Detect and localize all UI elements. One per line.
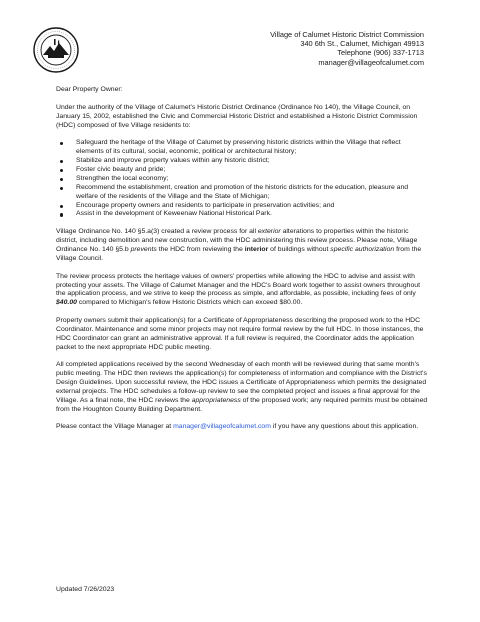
text-run: Please contact the Village Manager at — [56, 423, 174, 431]
text-run: of the proposed work; any required permits must be obtained from the Houghton County Building Department. — [56, 396, 428, 413]
intro-paragraph: Under the authority of the Village of Calumet's Historic District Ordinance (Ordinance No 140), the Village Council, on January 15, 2002, established the Civic and Commercial Historic District and established a Historic District Commission (HDC) composed of five Village residents to: — [56, 103, 418, 129]
fee-amount: $40.00 — [56, 299, 77, 307]
list-item: Strengthen the local economy; — [56, 175, 428, 184]
text-run: compared to Michigan's fellow Historic Districts which can exceed $80.00. — [76, 299, 303, 307]
text-run: Village Ordinance No. 140 §5.a(3) created a review process for all — [56, 228, 258, 236]
emphasis-specific-authorization: specific authorization — [330, 246, 395, 254]
emphasis-exterior: exterior — [257, 228, 281, 236]
village-seal-logo — [33, 27, 79, 73]
text-run: if you have any questions about this application. — [270, 423, 419, 431]
letter-body — [56, 86, 428, 441]
org-phone: Telephone (906) 337-1713 — [337, 48, 424, 58]
text-run: The review process protects the heritage values of owners' properties while allowing the HDC to advise and assist with protecting your assets. The Village of Calumet Manager and the HDC's Board work together to assist owners throughout the application process, and we strive to keep the process as simple, and affordable, as possible, including fees of only — [56, 272, 420, 298]
list-item: Foster civic beauty and pride; — [56, 166, 428, 175]
org-name: Village of Calumet Historic District Commission — [270, 30, 424, 39]
text-run: from the Village Council. — [56, 246, 422, 263]
protection-paragraph — [56, 273, 428, 309]
letterhead — [270, 30, 424, 67]
emphasis-prevents: prevents — [130, 246, 157, 254]
list-item: Safeguard the heritage of the Village of Calumet by preserving historic districts within the Village that reflect elements of its cultural, social, economic, political or architectural history; — [56, 139, 428, 157]
manager-email-link[interactable]: manager@villageofcalumet.com — [173, 423, 271, 431]
emphasis-appropriateness: appropriateness — [191, 396, 241, 404]
list-item: Assist in the development of Keweenaw National Historical Park. — [56, 210, 428, 219]
application-paragraph: Property owners submit their application(s) for a Certificate of Appropriateness describing the proposed work to the HDC Coordinator. Maintenance and some minor projects may not require formal review by the full HDC. In those instances, the HDC Coordinator can grant an administrative approval. If a full review is required, the Coordinator adds the application packet to the next appropriate HDC public meeting. — [56, 316, 424, 351]
review-process-paragraph — [56, 228, 428, 264]
contact-paragraph — [56, 423, 428, 432]
emphasis-interior: interior — [244, 246, 269, 254]
text-run: the HDC from reviewing the — [156, 246, 245, 254]
text-run: of buildings without — [268, 246, 331, 254]
text-run: alterations to properties within the historic district, including demolition and new construction, with the HDC administering this review process. Please note, Village Ordinance No. 140 §5.b — [56, 228, 418, 254]
org-address: 340 6th St., Calumet, Michigan 49913 — [300, 39, 424, 49]
list-item: Recommend the establishment, creation and promotion of the historic districts for the education, pleasure and welfare of the residents of the Village and the State of Michigan; — [56, 184, 428, 202]
org-email: manager@villageofcalumet.com — [318, 57, 424, 67]
salutation: Dear Property Owner: — [56, 86, 123, 93]
updated-date: Updated 7/26/2023 — [56, 586, 115, 593]
goals-list — [56, 139, 428, 219]
list-item: Encourage property owners and residents to participate in preservation activities; and — [56, 202, 428, 211]
list-item: Stabilize and improve property values within any historic district; — [56, 157, 428, 166]
text-run: All completed applications received by the second Wednesday of each month will be reviewed during that same month's public meeting. The HDC then reviews the application(s) for completeness of information and compliance with the District's Design Guidelines. Upon successful review, the HDC issues a Certificate of Appropriateness which permits the designated external projects. The HDC schedules a follow-up review to see the completed project and issues a final approval for the Village. As a final note, the HDC reviews the — [56, 361, 427, 404]
review-schedule-paragraph — [56, 361, 428, 414]
